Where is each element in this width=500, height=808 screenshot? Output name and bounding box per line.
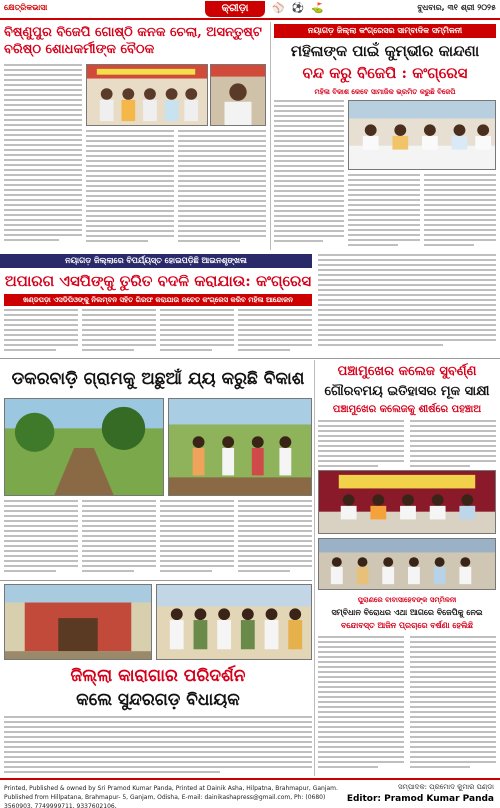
story7-body [4, 716, 312, 774]
story4-subhead: ପଞ୍ଚାମୁଖେର କଲେଜକୁ ଶୀର୍ଷରେ ପହଞ୍ଚାଅ [332, 404, 482, 415]
story5-body-col4 [238, 500, 312, 576]
section-divider [0, 358, 500, 359]
story7-photo-jail-gate [4, 584, 152, 660]
column-divider [270, 22, 271, 250]
story7-headline-b: କଲେ ସୁନ୍ଦରଗଡ଼ ବିଧାୟକ [76, 690, 240, 710]
story3-kicker: ନୟାଗଡ଼ ଜିଲ୍ଲାରେ ବିପର୍ଯ୍ୟସ୍ତ ହୋଇପଡ଼ିଛି ଆଇନଶୃଙ୍ଖଳା [0, 254, 312, 268]
story6-body-col2 [410, 636, 496, 774]
editor-label-odia: ସମ୍ପାଦକ: ପ୍ରମୋଦ କୁମାର ପଣ୍ଡା [398, 783, 494, 791]
story3-body-col2 [82, 309, 156, 355]
story6-body-col1 [318, 636, 404, 774]
story3-headline: ଅପାରଗ ଏସପିଙ୍କୁ ତୁରିତ ବଦଳି କରାଯାଉ: କଂଗ୍ରେସ [4, 272, 312, 290]
hockey-icon: ⛳ [311, 3, 326, 14]
section-tab-sports: କ୍ରୀଡ଼ା [205, 1, 265, 17]
story6-headline-b: ବନ୍ଦୋବସ୍ତ ଆଜିନ ପ୍ରଚାରେ ବର୍ଷଣା ହେଲିଛି [340, 620, 474, 630]
story5-headline: ଡକରବାଡ଼ି ଗ୍ରାମକୁ ଅଛୁଆଁ ଯ୍ୟ କରୁଛି ବିକାଶ [11, 369, 305, 389]
section-label: କ୍ଷେତ୍ରିକଭାସା [4, 3, 48, 12]
story2-subhead: ମହିଳା ବିକାଶ କେବେ ସାମାଜିକ ଭ୍ରମିତ କରୁଛି ବିଜେପି [314, 88, 456, 96]
issue-date: ବୁଧବାର, ୩୧ ଶ୍ରୀ ୨୦୨୫ [417, 3, 496, 12]
story4-body-col2 [410, 420, 496, 468]
masthead [0, 0, 500, 20]
story5-photo-villagers [168, 398, 312, 496]
story4-photo-stage [318, 470, 496, 534]
story5-photo-village-road [4, 398, 164, 496]
story1-body-col2 [86, 130, 174, 248]
imprint-footer [0, 778, 500, 808]
section-divider-lower [0, 580, 312, 581]
story1-headline: ବିଷ୍ଣୁପୁର ବିଜେପି ଗୋଷ୍ଠି କନକ ଚେଲା, ଅସନ୍ତୁଷ୍ଟ ବରିଷ୍ଠ ଶୋଧକର୍ମୀଙ୍କ ବୈଠକ [4, 25, 262, 57]
story6-headline-a: ସମ୍ବିଧାନ ବିରୋଧର ଏଥା ଆଗରେ ବିଜେପିକୁ ନେଇ [331, 607, 483, 617]
story1-body-col3 [178, 130, 266, 248]
story4-body-col1 [318, 420, 404, 468]
story1-photo-meeting [86, 64, 208, 126]
story2-body-col1 [274, 100, 344, 250]
story7-photo-officials [156, 584, 312, 660]
story6-kicker: ପୁରାଣରେ ବାବାସାହେବଙ୍କ ସମ୍ମିଳନୀ [357, 596, 457, 604]
story1-photo-portrait [210, 64, 266, 126]
story3-body-col4 [238, 309, 312, 355]
story2-body-col3 [424, 174, 496, 250]
story2-kicker: ନୟାଗଡ଼ ଜିଲ୍ଲା କଂଗ୍ରେସର ସାମ୍ବାଦିକ ସମ୍ମିଳନୀ [274, 24, 496, 38]
imprint-text [4, 784, 344, 808]
story5-body-col1 [4, 500, 78, 576]
imprint-line-1: Printed, Published & owned by Sri Pramod Kumar Panda, Printed at Dainik Asha, Hilpatna, Brahmapur, Ganjam. [4, 785, 338, 792]
story2-headline-a: ମହିଳାଙ୍କ ପାଇଁ କୁମ୍ଭୀର କାନ୍ଦଣା [290, 42, 480, 60]
story7-headline-a: ଜିଲ୍ଲା କାରାଗାର ପରିଦର୍ଶନ [70, 666, 246, 686]
story4-photo-audience [318, 538, 496, 590]
imprint-line-2: Published from Hillpatana, Brahmapur- 5, Ganjam, Odisha, E-mail: dainikashapress@gmail.com, Ph: (0680) 3560903, 7749999711, 9337602106, [4, 794, 326, 808]
story5-body-col2 [82, 500, 156, 576]
story2-headline-b: ବନ୍ଦ କରୁ ବିଜେପି : କଂଗ୍ରେସ [302, 64, 468, 82]
story3-body-col1 [4, 309, 78, 355]
football-icon: ⚽ [291, 3, 307, 14]
story1-body-col1 [4, 64, 82, 248]
story2-photo-press-meet [348, 100, 496, 170]
story5-body-col3 [160, 500, 234, 576]
column-divider-lower [314, 360, 315, 776]
story3-body-col3 [160, 309, 234, 355]
story2-body-col2 [348, 174, 420, 250]
story4-headline-b: ଗୌରବମୟ ଇତିହାସର ମୂକ ସାକ୍ଷୀ [324, 384, 490, 399]
story4-headline-a: ପଞ୍ଚାମୁଖେର କଲେଜ ସୁବର୍ଣ୍ଣ [337, 364, 477, 379]
story2-body-continued [318, 254, 496, 354]
sports-icons [272, 3, 326, 14]
story3-subhead: ଖଣ୍ଡପଡ଼ା ଏସଡିପିଓଙ୍କୁ ନିଲମ୍ବନ ସହିତ ଗିରଫ କରାଯାଉ ନଚେତ କଂଗ୍ରେସ କରିବ ମହିଳା ଆନ୍ଦୋଳନ [4, 294, 312, 306]
cricket-bat-icon: ⚾ [272, 3, 287, 14]
editor-name: Editor: Pramod Kumar Panda [346, 794, 494, 804]
